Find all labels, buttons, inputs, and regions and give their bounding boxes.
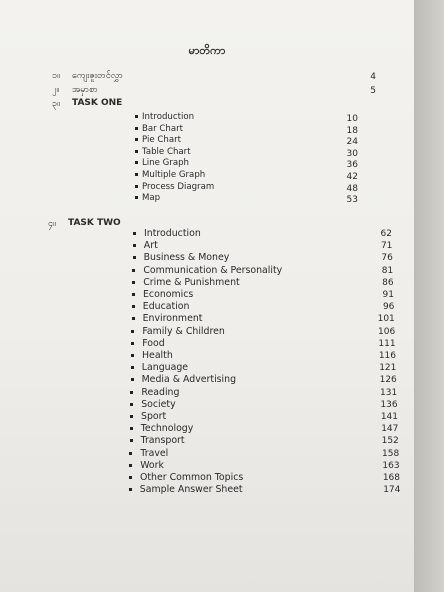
toc-page-number: 4: [370, 72, 376, 82]
section-heading: TASK ONE: [72, 98, 123, 108]
bullet-icon: [133, 232, 136, 235]
toc-entry-label: Family & Children: [142, 325, 225, 337]
bullet-icon: [135, 127, 138, 130]
toc-entry-label: Travel: [140, 447, 169, 459]
toc-page-number: 86: [382, 277, 394, 288]
toc-entry: [131, 350, 173, 361]
toc-entry-label: Business & Money: [143, 252, 230, 264]
toc-entry-label: Introduction: [144, 228, 201, 239]
toc-entry-label: Communication & Personality: [143, 264, 283, 276]
bullet-icon: [129, 488, 132, 491]
toc-entry-label: Introduction: [142, 112, 195, 122]
toc-entry: [133, 252, 230, 263]
toc-page-number: 24: [346, 137, 358, 148]
bullet-icon: [131, 330, 134, 333]
toc-entry: [135, 158, 189, 168]
toc-entry-label: Other Common Topics: [140, 472, 244, 483]
bullet-icon: [133, 244, 136, 247]
toc-page-number: 18: [346, 125, 358, 136]
bullet-icon: [130, 403, 133, 406]
toc-page-number: 136: [380, 399, 398, 410]
toc-entry-label: Map: [142, 193, 161, 204]
toc-entry-label: Transport: [140, 435, 185, 447]
toc-entry-label: Environment: [142, 313, 203, 325]
toc-page-number: 147: [381, 424, 399, 435]
toc-number: ၂။: [52, 85, 60, 95]
toc-page-number: 30: [346, 148, 358, 159]
toc-entry: [135, 112, 194, 122]
toc-entry: [135, 135, 181, 145]
bullet-icon: [135, 185, 138, 188]
toc-page-number: 111: [378, 338, 396, 349]
bullet-icon: [131, 354, 134, 357]
toc-entry-label: Society: [141, 398, 176, 410]
toc-entry: [132, 277, 240, 288]
toc-entry: [131, 374, 236, 385]
toc-page-number: 81: [381, 265, 394, 276]
toc-entry: [129, 484, 243, 495]
page-edge: [414, 0, 444, 592]
bullet-icon: [131, 378, 134, 381]
toc-entry: [135, 170, 205, 180]
toc-page-number: 174: [383, 485, 401, 496]
bullet-icon: [130, 427, 133, 430]
toc-page-number: 42: [346, 172, 358, 182]
toc-page-number: 91: [382, 290, 394, 300]
toc-entry-label: Line Graph: [142, 158, 190, 169]
toc-entry-label: Economics: [143, 289, 194, 300]
toc-page-number: 53: [346, 195, 358, 206]
toc-entry: [132, 289, 193, 300]
page-title: မာတိကာ: [188, 44, 226, 57]
toc-page-number: 101: [377, 314, 395, 325]
bullet-icon: [130, 391, 133, 394]
toc-entry: [131, 338, 164, 349]
toc-entry-label: Reading: [141, 386, 180, 398]
toc-page-number: 71: [380, 241, 393, 252]
toc-page-number: 10: [346, 114, 358, 124]
toc-entry: [135, 147, 191, 157]
toc-page-number: 126: [379, 375, 397, 386]
toc-page-number: 76: [381, 253, 393, 264]
toc-page-number: 158: [382, 448, 400, 459]
toc-page-number: 36: [346, 160, 358, 171]
bullet-icon: [135, 138, 138, 141]
toc-entry-label: Pie Chart: [142, 135, 182, 146]
toc-entry-label: Table Chart: [142, 146, 191, 157]
toc-page-number: 116: [378, 351, 396, 361]
toc-entry: [129, 448, 168, 459]
toc-entry-label: Multiple Graph: [142, 170, 206, 180]
toc-page-number: 96: [382, 302, 395, 313]
toc-entry-label: Bar Chart: [142, 123, 184, 134]
toc-entry-label: Process Diagram: [142, 181, 215, 192]
toc-page-number: 163: [382, 460, 400, 471]
toc-entry-label: ကျေးဇူးတင်လွှာ: [72, 71, 123, 81]
toc-entry: [133, 240, 158, 251]
toc-page-number: 48: [346, 183, 358, 194]
bullet-icon: [135, 161, 138, 164]
bullet-icon: [130, 439, 133, 442]
toc-entry: [129, 460, 164, 471]
toc-entry-label: Crime & Punishment: [143, 276, 240, 288]
toc-entry-label: Education: [142, 301, 190, 313]
toc-page-number: 168: [382, 473, 400, 483]
toc-entry-label: Sport: [141, 411, 167, 422]
toc-entry-label: Language: [141, 362, 189, 374]
bullet-icon: [135, 196, 138, 199]
toc-entry-label: Sample Answer Sheet: [139, 484, 243, 496]
toc-page-number: 141: [380, 412, 398, 422]
toc-entry-label: Health: [142, 350, 173, 361]
toc-entry: [130, 435, 185, 446]
toc-page-number: 5: [370, 86, 376, 96]
toc-page-number: 152: [381, 436, 399, 447]
toc-entry-label: Art: [143, 240, 158, 252]
toc-entry: [130, 411, 166, 422]
toc-entry-label: Media & Advertising: [141, 374, 237, 386]
toc-entry: [131, 362, 188, 373]
bullet-icon: [129, 452, 132, 455]
toc-entry: [133, 228, 201, 239]
section-heading: TASK TWO: [68, 218, 121, 228]
toc-entry: [135, 182, 214, 192]
toc-page-number: 62: [380, 229, 392, 239]
toc-entry: [131, 326, 224, 337]
toc-entry: [130, 423, 194, 434]
bullet-icon: [132, 281, 135, 284]
toc-entry-label: Technology: [140, 423, 194, 435]
toc-entry: [132, 265, 282, 276]
toc-entry: [130, 387, 179, 398]
toc-entry: [135, 193, 160, 203]
bullet-icon: [135, 150, 138, 153]
toc-entry: [132, 301, 190, 312]
toc-number: ၁။: [52, 71, 60, 81]
bullet-icon: [132, 269, 135, 272]
bullet-icon: [135, 173, 138, 176]
bullet-icon: [135, 115, 138, 118]
toc-entry-label: အမှာစာ: [72, 85, 98, 95]
bullet-icon: [130, 415, 133, 418]
bullet-icon: [131, 366, 134, 369]
toc-entry: [129, 472, 243, 483]
toc-number: ၃။: [52, 99, 60, 109]
toc-page-number: 106: [378, 326, 396, 337]
bullet-icon: [132, 293, 135, 296]
toc-entry: [130, 399, 175, 410]
bullet-icon: [132, 305, 135, 308]
toc-entry: [135, 124, 183, 134]
bullet-icon: [131, 342, 134, 345]
toc-page-number: 121: [379, 363, 397, 374]
bullet-icon: [132, 317, 135, 320]
bullet-icon: [133, 256, 136, 259]
toc-page-number: 131: [380, 387, 398, 398]
toc-entry-label: Food: [142, 337, 165, 349]
bullet-icon: [129, 476, 132, 479]
toc-entry: [132, 313, 203, 324]
toc-number: ၄။: [48, 219, 56, 229]
bullet-icon: [129, 464, 132, 467]
toc-entry-label: Work: [140, 459, 164, 471]
